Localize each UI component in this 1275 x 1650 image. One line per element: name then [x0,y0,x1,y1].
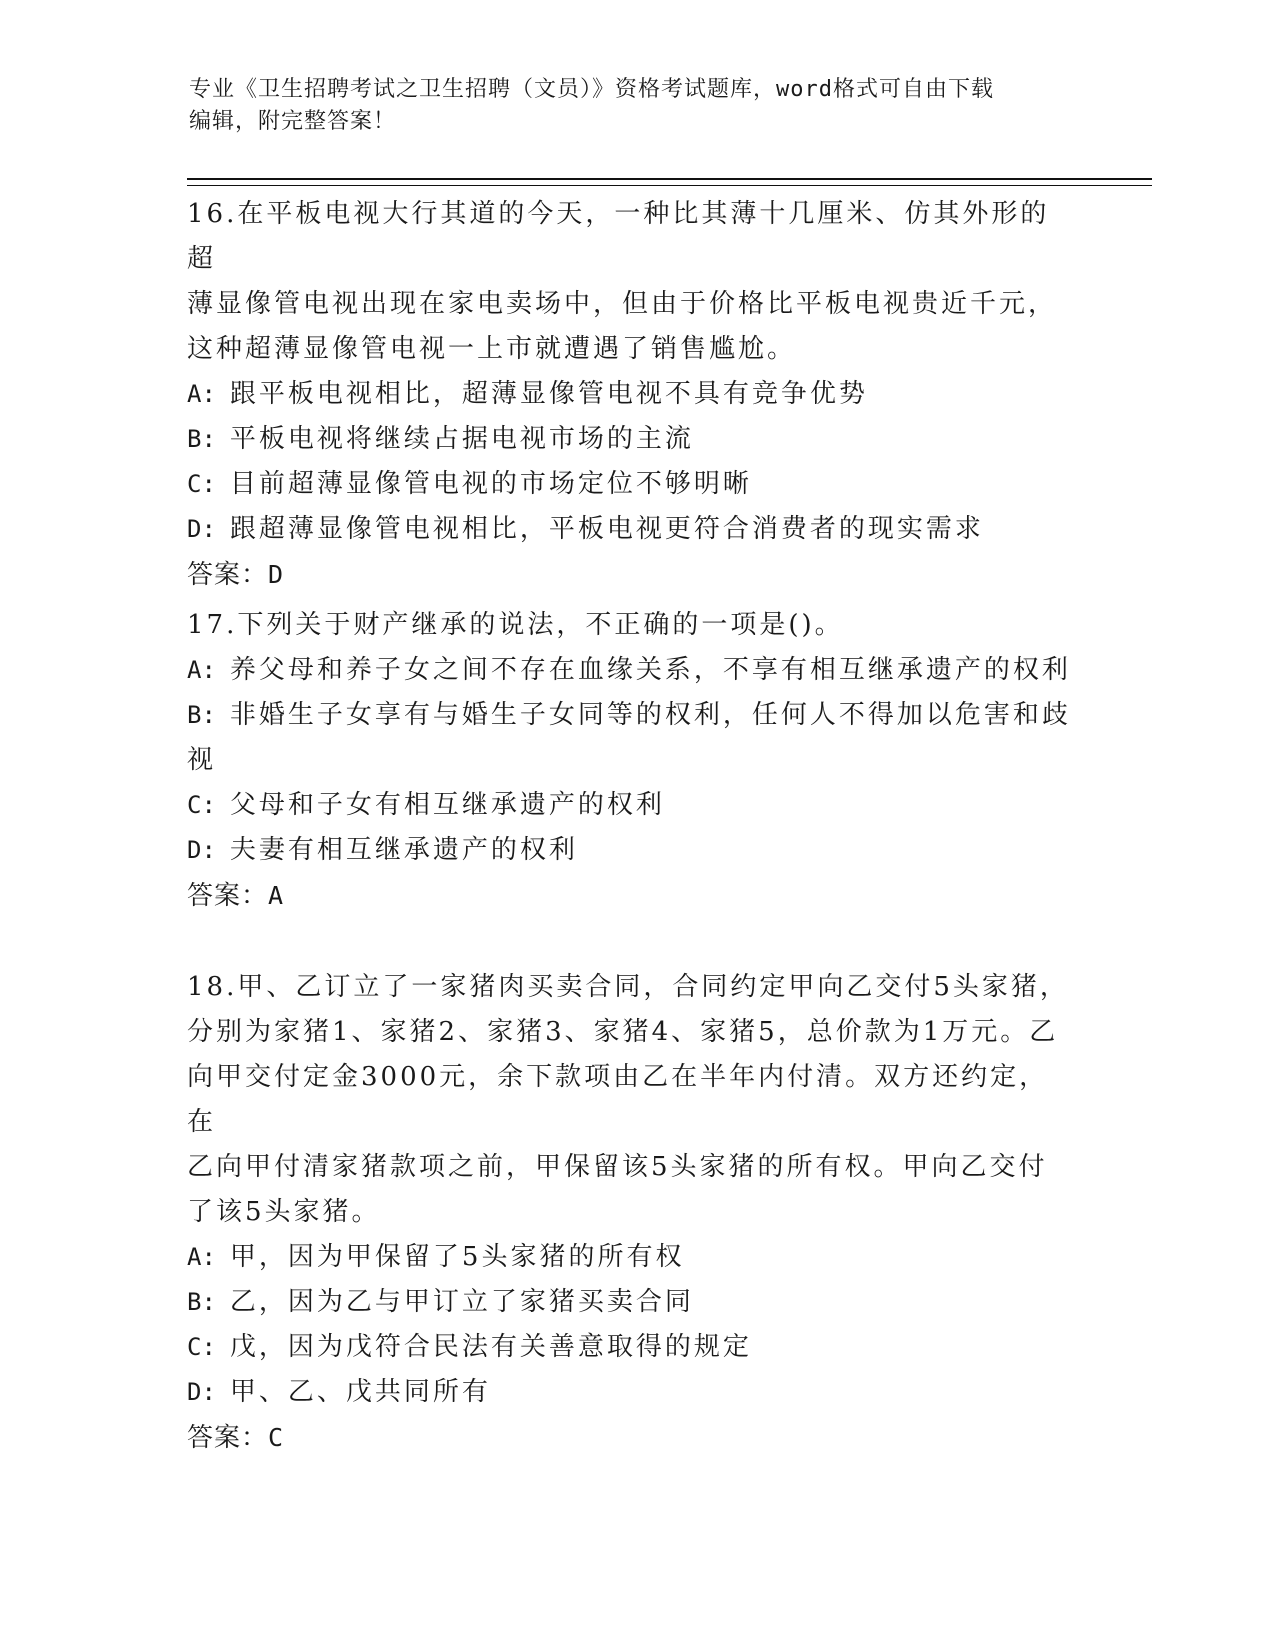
answer-line [187,1415,1077,1461]
option-b-continuation: 视 [187,745,217,775]
option-key: D [187,836,202,864]
header-line-2: 编辑，附完整答案！ [189,109,397,134]
option-text: 跟超薄显像管电视相比，平板电视更符合消费者的现实需求 [229,514,984,544]
answer-line [187,873,1077,919]
option-key: A [187,380,202,408]
header-divider-thick [187,178,1152,180]
answer-value: A [268,881,285,910]
option-text: 夫妻有相互继承遗产的权利 [229,835,578,865]
option-key: C [187,1333,202,1361]
option-text: 甲，因为甲保留了5头家猪的所有权 [229,1242,685,1272]
option-d: D: 夫妻有相互继承遗产的权利 [187,835,578,865]
option-text: 跟平板电视相比，超薄显像管电视不具有竞争优势 [229,379,868,409]
question-17 [187,603,1077,919]
option-key: B [187,701,202,729]
option-d: D: 甲、乙、戊共同所有 [187,1377,491,1407]
option-b: B: 非婚生子女享有与婚生子女同等的权利，任何人不得加以危害和歧 [187,700,1071,730]
document-header [189,74,1079,138]
header-line-1: 专业《卫生招聘考试之卫生招聘（文员）》资格考试题库，word格式可自由下载 [189,77,994,102]
question-stem-line: 这种超薄显像管电视一上市就遭遇了销售尴尬。 [187,334,797,364]
option-text: 非婚生子女享有与婚生子女同等的权利，任何人不得加以危害和歧 [229,700,1071,730]
option-a: A: 养父母和养子女之间不存在血缘关系，不享有相互继承遗产的权利 [187,655,1071,685]
option-text: 戊，因为戊符合民法有关善意取得的规定 [229,1332,752,1362]
option-key: A [187,1243,202,1271]
question-stem-line: 了该5头家猪。 [187,1197,381,1227]
option-key: C [187,791,202,819]
option-c: C: 父母和子女有相互继承遗产的权利 [187,790,665,820]
answer-value: C [268,1423,285,1452]
answer-value: D [268,560,285,589]
question-18 [187,965,1077,1461]
question-stem-line: 17.下列关于财产继承的说法，不正确的一项是()。 [187,610,844,640]
option-b: B: 乙，因为乙与甲订立了家猪买卖合同 [187,1287,694,1317]
option-text: 平板电视将继续占据电视市场的主流 [229,424,694,454]
option-b: B: 平板电视将继续占据电视市场的主流 [187,424,694,454]
option-key: D [187,1378,202,1406]
option-key: B [187,1288,202,1316]
question-16 [187,192,1077,598]
option-d: D: 跟超薄显像管电视相比，平板电视更符合消费者的现实需求 [187,514,984,544]
header-divider-thin [187,185,1152,186]
question-stem-line: 乙向甲付清家猪款项之前，甲保留该5头家猪的所有权。甲向乙交付 [187,1152,1048,1182]
option-text: 甲、乙、戊共同所有 [229,1377,491,1407]
answer-label: 答案： [187,881,269,911]
question-stem-line: 18.甲、乙订立了一家猪肉买卖合同，合同约定甲向乙交付5头家猪， [187,972,1069,1002]
option-a: A: 跟平板电视相比，超薄显像管电视不具有竞争优势 [187,379,868,409]
option-text: 目前超薄显像管电视的市场定位不够明晰 [229,469,752,499]
option-key: D [187,515,202,543]
option-key: B [187,425,202,453]
question-stem-line: 薄显像管电视出现在家电卖场中，但由于价格比平板电视贵近千元， [187,289,1058,319]
question-stem-line: 分别为家猪1、家猪2、家猪3、家猪4、家猪5，总价款为1万元。乙 [187,1017,1059,1047]
option-key: C [187,470,202,498]
option-key: A [187,656,202,684]
answer-line [187,552,1077,598]
option-a: A: 甲，因为甲保留了5头家猪的所有权 [187,1242,685,1272]
question-stem-line: 16.在平板电视大行其道的今天，一种比其薄十几厘米、仿其外形的超 [187,199,1050,274]
option-c: C: 目前超薄显像管电视的市场定位不够明晰 [187,469,752,499]
option-c: C: 戊，因为戊符合民法有关善意取得的规定 [187,1332,752,1362]
answer-label: 答案： [187,560,269,590]
question-stem-line: 向甲交付定金3000元，余下款项由乙在半年内付清。双方还约定，在 [187,1062,1049,1137]
option-text: 乙，因为乙与甲订立了家猪买卖合同 [229,1287,694,1317]
option-text: 养父母和养子女之间不存在血缘关系，不享有相互继承遗产的权利 [229,655,1071,685]
answer-label: 答案： [187,1423,269,1453]
option-text: 父母和子女有相互继承遗产的权利 [229,790,665,820]
